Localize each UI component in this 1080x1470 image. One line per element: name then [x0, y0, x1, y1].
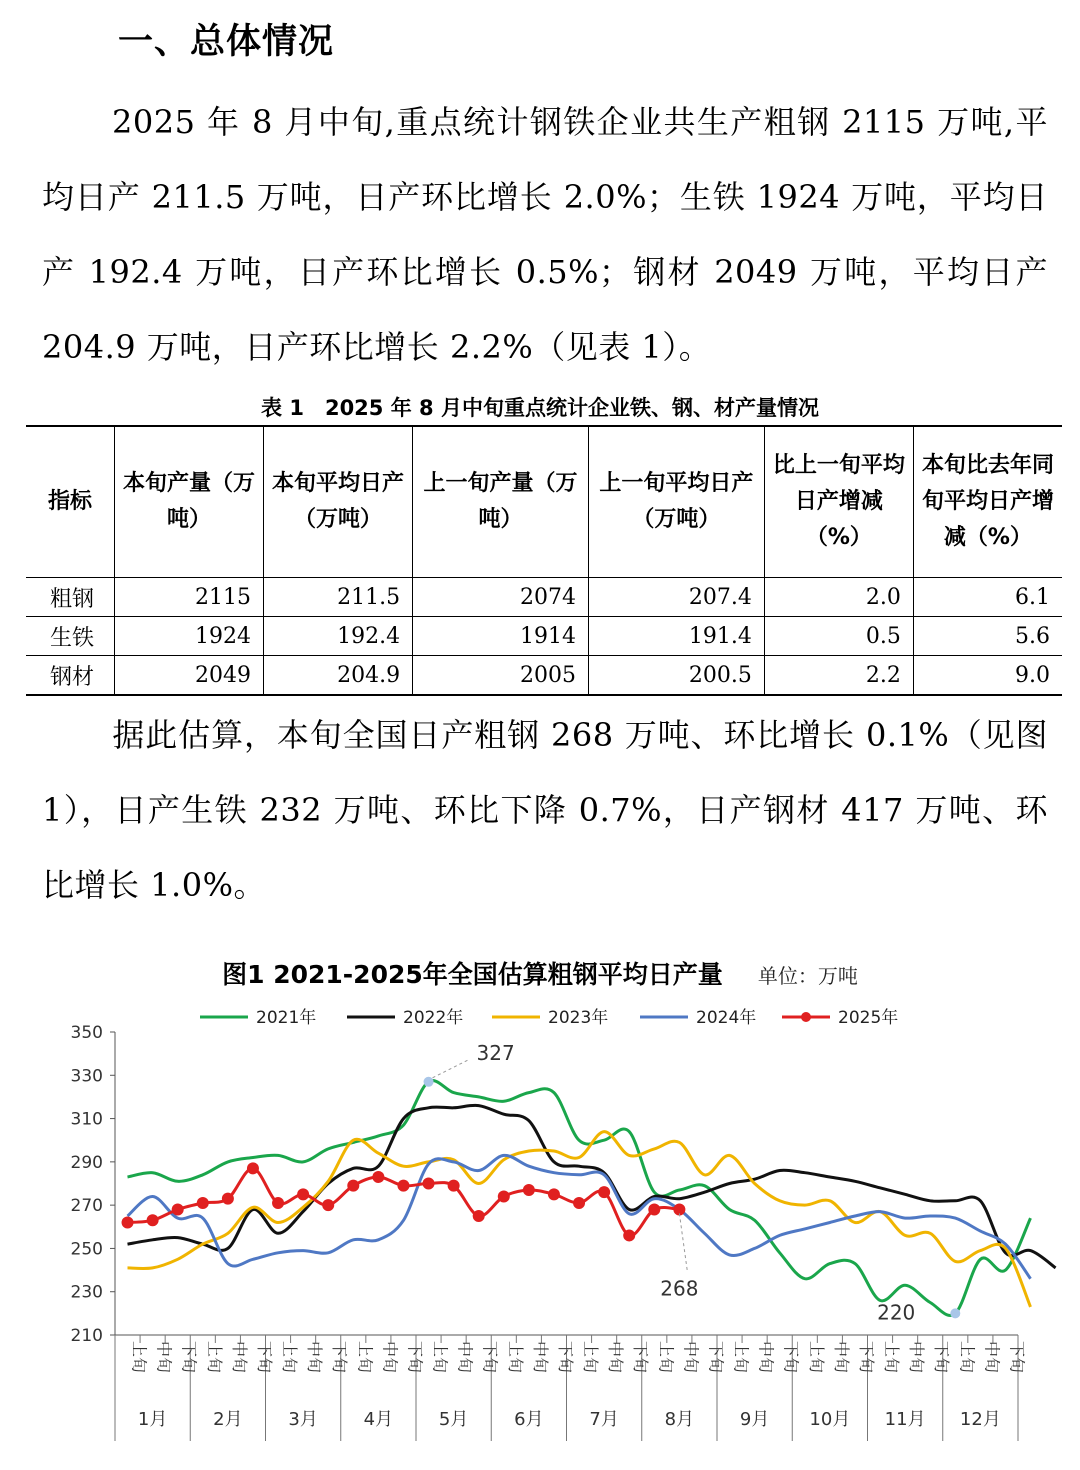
table-cell: 204.9: [264, 656, 413, 696]
table-cell: 200.5: [588, 656, 764, 696]
annotation-label: 220: [877, 1300, 916, 1325]
x-sub-label: 上旬: [656, 1341, 676, 1374]
data-point: [322, 1199, 334, 1211]
data-point: [648, 1203, 660, 1215]
table-row: [26, 656, 1062, 696]
x-sub-label: 中旬: [305, 1341, 325, 1374]
x-month-label: 2月: [213, 1409, 243, 1430]
table-cell: 0.5: [764, 617, 913, 656]
annotation-marker: [424, 1077, 434, 1087]
x-month-label: 10月: [809, 1409, 851, 1430]
x-sub-label: 下旬: [179, 1341, 199, 1374]
table-header: 本旬平均日产（万吨）: [264, 426, 413, 578]
annotation-leader: [433, 1060, 469, 1078]
x-month-label: 7月: [589, 1409, 619, 1430]
y-tick-label: 250: [70, 1239, 103, 1260]
x-sub-label: 下旬: [405, 1341, 425, 1374]
data-point: [548, 1188, 560, 1200]
x-sub-label: 上旬: [957, 1341, 977, 1374]
x-month-label: 6月: [514, 1409, 544, 1430]
paragraph-summary-text: 2025 年 8 月中旬,重点统计钢铁企业共生产粗钢 2115 万吨,平均日产 211.5 万吨，日产环比增长 2.0%；生铁 1924 万吨，平均日产 192.4 万吨，日产环比增长 0.5%；钢材 2049 万吨，平均日产 204.9 万吨，日产环比增长 2.2%（见表 1）。: [42, 103, 1048, 366]
table-cell: 2115: [114, 578, 263, 617]
x-month-label: 12月: [959, 1409, 1001, 1430]
x-sub-label: 下旬: [330, 1341, 350, 1374]
steel-output-chart: [0, 990, 1080, 1465]
y-tick-label: 270: [70, 1196, 103, 1217]
x-month-label: 4月: [363, 1409, 394, 1430]
table-cell: 207.4: [588, 578, 764, 617]
data-point: [423, 1178, 435, 1190]
table-header: 本旬产量（万吨）: [114, 426, 263, 578]
table-cell: 2.0: [764, 578, 913, 617]
x-sub-label: 中旬: [455, 1341, 475, 1374]
production-table: [26, 425, 1062, 696]
x-sub-label: 上旬: [430, 1341, 450, 1374]
x-sub-label: 上旬: [806, 1341, 826, 1374]
legend-label: 2022年: [403, 1008, 464, 1028]
x-sub-label: 上旬: [129, 1341, 149, 1374]
x-sub-label: 下旬: [1007, 1341, 1027, 1374]
x-sub-label: 下旬: [480, 1341, 500, 1374]
chart-unit: 单位：万吨: [757, 964, 858, 988]
table-cell: 生铁: [26, 617, 114, 656]
x-sub-label: 上旬: [204, 1341, 224, 1374]
data-point: [397, 1180, 409, 1192]
x-sub-label: 上旬: [355, 1341, 375, 1374]
table-cell: 191.4: [588, 617, 764, 656]
data-point: [498, 1190, 510, 1202]
data-point: [573, 1197, 585, 1209]
series-line: [128, 1168, 680, 1235]
table-header: 指标: [26, 426, 114, 578]
x-sub-label: 上旬: [731, 1341, 751, 1374]
annotation-label: 327: [476, 1040, 515, 1065]
data-point: [473, 1210, 485, 1222]
table-header: 上一旬产量（万吨）: [413, 426, 589, 578]
x-sub-label: 中旬: [530, 1341, 550, 1374]
x-sub-label: 上旬: [505, 1341, 525, 1374]
x-sub-label: 中旬: [154, 1341, 174, 1374]
x-sub-label: 下旬: [254, 1341, 274, 1374]
y-tick-label: 230: [70, 1282, 103, 1303]
x-sub-label: 下旬: [856, 1341, 876, 1374]
x-sub-label: 中旬: [982, 1341, 1002, 1374]
x-sub-label: 中旬: [229, 1341, 249, 1374]
table-cell: 2005: [413, 656, 589, 696]
table-cell: 钢材: [26, 656, 114, 696]
x-month-label: 3月: [288, 1409, 318, 1430]
table-header: 本旬比去年同旬平均日产增减（%）: [913, 426, 1062, 578]
x-month-label: 9月: [739, 1409, 770, 1430]
x-sub-label: 中旬: [606, 1341, 626, 1374]
legend-marker: [801, 1012, 811, 1022]
paragraph-estimate-text: 据此估算，本旬全国日产粗钢 268 万吨、环比增长 0.1%（见图 1），日产生铁 232 万吨、环比下降 0.7%，日产钢材 417 万吨、环比增长 1.0%。: [42, 716, 1048, 904]
annotation-leader: [679, 1213, 687, 1271]
table-header: 上一旬平均日产（万吨）: [588, 426, 764, 578]
x-sub-label: 下旬: [631, 1341, 651, 1374]
data-point: [347, 1180, 359, 1192]
data-point: [247, 1162, 259, 1174]
x-sub-label: 下旬: [781, 1341, 801, 1374]
chart-title-block: [0, 955, 1080, 991]
data-point: [197, 1197, 209, 1209]
x-sub-label: 下旬: [932, 1341, 952, 1374]
annotation-marker: [950, 1308, 960, 1318]
table-cell: 192.4: [264, 617, 413, 656]
data-point: [272, 1197, 284, 1209]
x-sub-label: 下旬: [706, 1341, 726, 1374]
data-point: [598, 1186, 610, 1198]
x-sub-label: 中旬: [681, 1341, 701, 1374]
data-point: [122, 1216, 134, 1228]
y-tick-label: 290: [70, 1152, 103, 1173]
chart-title: 图1 2021-2025年全国估算粗钢平均日产量: [222, 960, 723, 989]
data-point: [222, 1193, 234, 1205]
x-sub-label: 中旬: [907, 1341, 927, 1374]
data-point: [147, 1214, 159, 1226]
table-row: [26, 617, 1062, 656]
table-caption: 表 1 2025 年 8 月中旬重点统计企业铁、钢、材产量情况: [261, 396, 819, 420]
x-month-label: 5月: [438, 1409, 469, 1430]
table-cell: 2.2: [764, 656, 913, 696]
x-sub-label: 中旬: [756, 1341, 776, 1374]
table-cell: 粗钢: [26, 578, 114, 617]
table-cell: 2049: [114, 656, 263, 696]
legend-label: 2023年: [548, 1008, 609, 1028]
table-row: [26, 578, 1062, 617]
x-sub-label: 中旬: [380, 1341, 400, 1374]
data-point: [623, 1229, 635, 1241]
table-cell: 1924: [114, 617, 263, 656]
table-cell: 6.1: [913, 578, 1062, 617]
paragraph-estimate: [42, 698, 1048, 923]
data-point: [448, 1180, 460, 1192]
data-point: [523, 1184, 535, 1196]
legend-label: 2024年: [696, 1008, 757, 1028]
annotation-label: 268: [660, 1276, 699, 1301]
y-tick-label: 210: [70, 1326, 103, 1346]
section-title: 一、总体情况: [118, 22, 335, 62]
x-sub-label: 下旬: [555, 1341, 575, 1374]
table-cell: 211.5: [264, 578, 413, 617]
y-tick-label: 310: [70, 1109, 103, 1130]
table-cell: 1914: [413, 617, 589, 656]
x-sub-label: 上旬: [882, 1341, 902, 1374]
table-cell: 9.0: [913, 656, 1062, 696]
x-sub-label: 上旬: [280, 1341, 300, 1374]
data-point: [297, 1188, 309, 1200]
x-sub-label: 中旬: [831, 1341, 851, 1374]
paragraph-summary: [42, 85, 1048, 385]
x-month-label: 1月: [137, 1409, 168, 1430]
table-header-row: [26, 426, 1062, 578]
legend-label: 2021年: [256, 1008, 317, 1028]
table-cell: 5.6: [913, 617, 1062, 656]
x-month-label: 11月: [884, 1409, 926, 1430]
data-point: [372, 1171, 384, 1183]
table-header: 比上一旬平均日产增减（%）: [764, 426, 913, 578]
x-month-label: 8月: [664, 1409, 695, 1430]
data-point: [172, 1203, 184, 1215]
legend-label: 2025年: [838, 1008, 899, 1028]
table-cell: 2074: [413, 578, 589, 617]
y-tick-label: 330: [70, 1066, 103, 1087]
y-tick-label: 350: [70, 1023, 103, 1043]
x-sub-label: 上旬: [581, 1341, 601, 1374]
